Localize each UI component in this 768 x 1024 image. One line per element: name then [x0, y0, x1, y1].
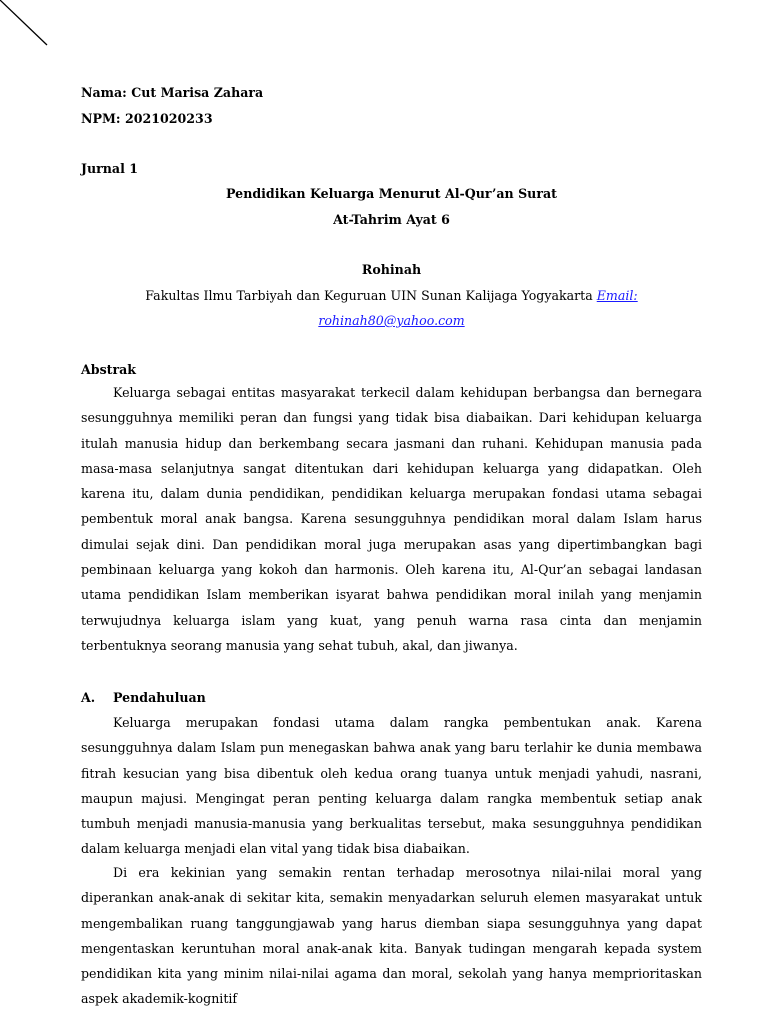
journal-label: Jurnal 1	[81, 161, 138, 176]
section-a-heading	[81, 690, 206, 706]
student-name: Nama: Cut Marisa Zahara	[81, 85, 264, 100]
journal-title-line2: At-Tahrim Ayat 6	[333, 212, 450, 227]
page-corner-fold-line	[0, 0, 60, 60]
section-a-title: Pendahuluan	[113, 690, 206, 705]
author-name: Rohinah	[361, 262, 422, 277]
abstract-heading: Abstrak	[81, 362, 137, 377]
section-a-number: A.	[81, 690, 96, 705]
journal-title-line1: Pendidikan Keluarga Menurut Al-Qur’an Surat	[226, 186, 557, 201]
author-affiliation	[81, 288, 702, 304]
abstract-paragraph: Keluarga sebagai entitas masyarakat terkecil dalam kehidupan berbangsa dan bernegara sesungguhnya memiliki peran dan fungsi yang tidak bisa diabaikan. Dari kehidupan keluarga itulah manusia hidup dan berkembang secara jasmani dan ruhani. Kehidupan manusia pada masa-masa selanjutnya sangat ditentukan dari kehidupan keluarga yang didapatkan. Oleh karena itu, dalam dunia pendidikan, pendidikan keluarga merupakan fondasi utama sebagai pembentuk moral anak bangsa. Karena sesungguhnya pendidikan moral dalam Islam harus dimulai sejak dini. Dan pendidikan moral juga merupakan asas yang dipertimbangkan bagi pembinaan keluarga yang kokoh dan harmonis. Oleh karena itu, Al-Qur’an sebagai landasan utama pendidikan Islam memberikan isyarat bahwa pendidikan moral inilah yang menjamin terwujudnya keluarga islam yang kuat, yang penuh warna rasa cinta dan menjamin terbentuknya seorang manusia yang sehat tubuh, akal, dan jiwanya.	[81, 385, 702, 653]
intro-paragraph-2: Di era kekinian yang semakin rentan terhadap merosotnya nilai-nilai moral yang diperankan anak-anak di sekitar kita, semakin menyadarkan seluruh elemen masyarakat untuk mengembalikan ruang tanggungjawab yang harus diemban siapa sesungguhnya yang dapat mengentaskan keruntuhan moral anak-anak kita. Banyak tudingan mengarah kepada system pendidikan kita yang minim nilai-nilai agama dan moral, sekolah yang hanya memprioritaskan aspek akademik-kognitif	[81, 865, 702, 1007]
student-npm: NPM: 2021020233	[81, 111, 213, 126]
affiliation-text: Fakultas Ilmu Tarbiyah dan Keguruan UIN Sunan Kalijaga Yogyakarta	[145, 288, 593, 303]
email-line	[81, 313, 702, 329]
email-link[interactable]: rohinah80@yahoo.com	[318, 313, 465, 328]
intro-paragraph-1: Keluarga merupakan fondasi utama dalam rangka pembentukan anak. Karena sesungguhnya dalam Islam pun menegaskan bahwa anak yang baru terlahir ke dunia membawa fitrah kesucian yang bisa dibentuk oleh kedua orang tuanya untuk menjadi yahudi, nasrani, maupun majusi. Mengingat peran penting keluarga dalam rangka membentuk setiap anak tumbuh menjadi manusia-manusia yang berkualitas tersebut, maka sesungguhnya pendidikan dalam keluarga menjadi elan vital yang tidak bisa diabaikan.	[81, 715, 702, 857]
email-label-link[interactable]: Email:	[596, 288, 638, 303]
